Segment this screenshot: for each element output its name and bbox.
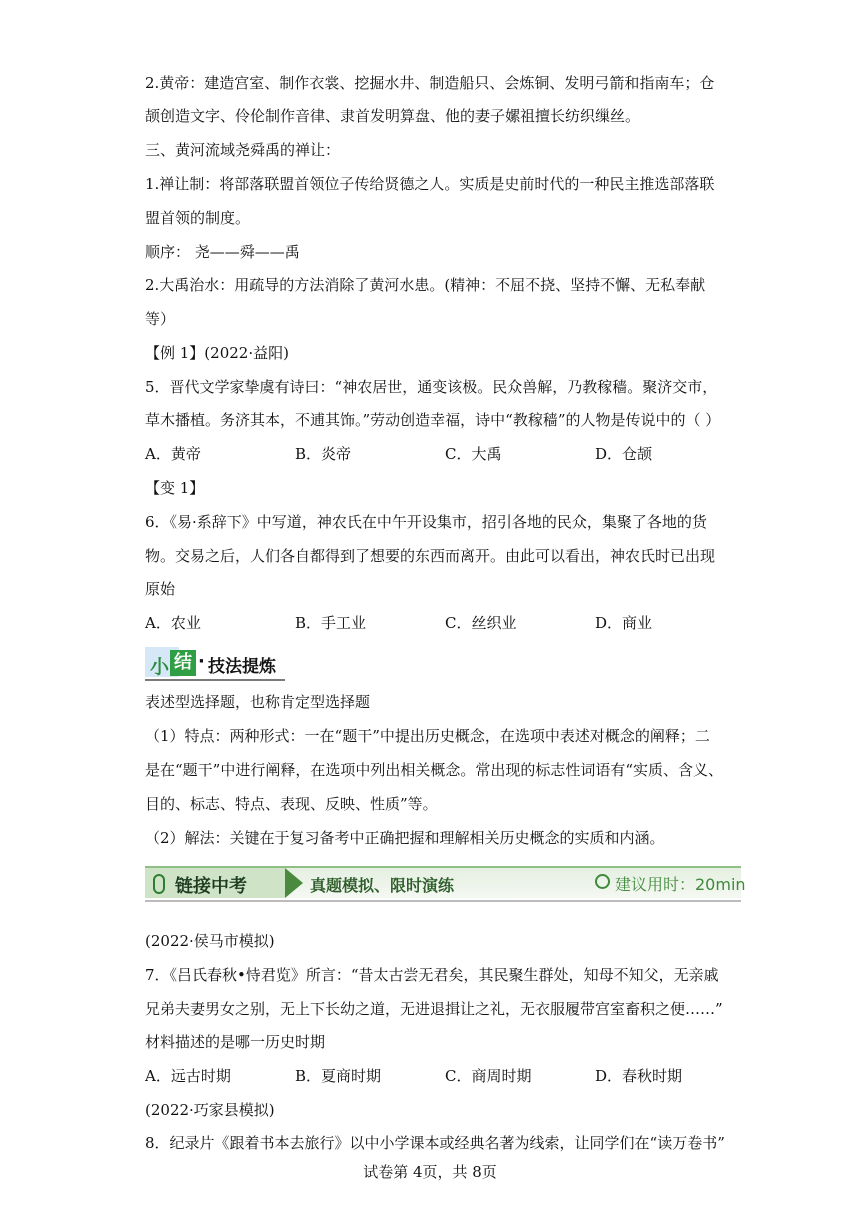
question-6-line: 6．《易·系辞下》中写道，神农氏在中午开设集市，招引各地的民众，集聚了各地的货 (145, 513, 707, 531)
source-label: (2022·侯马市模拟) (145, 932, 275, 950)
question-6-line: 原始 (145, 580, 176, 598)
option-a[interactable]: A．农业 (145, 614, 201, 632)
practice-banner (145, 866, 746, 906)
question-6-options (145, 613, 745, 633)
option-d[interactable]: D．商业 (595, 614, 653, 632)
variant-label: 【变 1】 (145, 479, 205, 497)
banner-bottom-rule (145, 900, 741, 902)
banner-right-text: 建议用时：20min (615, 875, 746, 894)
clock-icon (595, 874, 610, 889)
text-line: 2.大禹治水：用疏导的方法消除了黄河水患。(精神：不屈不挠、坚持不懈、无私奉献 (145, 276, 706, 294)
question-7-line: 7．《吕氏春秋•恃君览》所言：“昔太古尝无君矣，其民聚生群处，知母不知父，无亲戚 (145, 966, 719, 984)
option-d[interactable]: D．春秋时期 (595, 1067, 683, 1085)
badge-char-2: 结 (170, 650, 196, 676)
option-a[interactable]: A．黄帝 (145, 445, 201, 463)
question-5-line: 草木播植。务济其本，不逋其饰。”劳动创造幸福，诗中“教稼穑”的人物是传说中的（ ） (145, 411, 721, 429)
text-line: 颉创造文字、伶伦制作音律、隶首发明算盘、他的妻子嫘祖擅长纺织缫丝。 (145, 107, 641, 125)
question-7-line: 材料描述的是哪一历史时期 (145, 1033, 326, 1051)
paperclip-icon (153, 874, 165, 894)
summary-line: 表述型选择题，也称肯定型选择题 (145, 693, 371, 711)
option-a[interactable]: A．远古时期 (145, 1067, 231, 1085)
summary-badge (145, 647, 285, 681)
question-6-line: 物。交易之后，人们各自都得到了想要的东西而离开。由此可以看出，神农氏时已出现 (145, 547, 716, 565)
option-b[interactable]: B．手工业 (295, 614, 367, 632)
badge-title: 技法提炼 (208, 657, 276, 677)
question-7-options (145, 1066, 745, 1086)
text-line: 盟首领的制度。 (145, 209, 251, 227)
option-c[interactable]: C．商周时期 (445, 1067, 532, 1085)
text-line: 等） (145, 310, 176, 328)
section-heading: 三、黄河流域尧舜禹的禅让： (145, 141, 341, 159)
example-label: 【例 1】(2022·益阳) (145, 344, 289, 362)
option-b[interactable]: B．炎帝 (295, 445, 352, 463)
banner-middle-text: 真题模拟、限时演练 (310, 876, 455, 895)
badge-dot: · (198, 651, 205, 672)
question-5-options (145, 444, 745, 464)
banner-left-text: 链接中考 (175, 876, 247, 897)
badge-underline (145, 679, 285, 681)
option-c[interactable]: C．大禹 (445, 445, 502, 463)
question-7-line: 兄弟夫妻男女之别，无上下长幼之道，无进退揖让之礼，无衣服履带宫室畜积之便……” (145, 1000, 723, 1018)
text-line: 顺序： 尧——舜——禹 (145, 243, 300, 261)
question-8-line: 8．纪录片《跟着书本去旅行》以中小学课本或经典名著为线索，让同学们在“读万卷书” (145, 1134, 725, 1152)
source-label: (2022·巧家县模拟) (145, 1101, 275, 1119)
summary-line: （2）解法：关键在于复习备考中正确把握和理解相关历史概念的实质和内涵。 (145, 829, 665, 847)
text-line: 1.禅让制：将部落联盟首领位子传给贤德之人。实质是史前时代的一种民主推选部落联 (145, 175, 715, 193)
option-c[interactable]: C．丝织业 (445, 614, 517, 632)
summary-line: （1）特点：两种形式：一在“题干”中提出历史概念，在选项中表述对概念的阐释；二 (145, 727, 710, 745)
page-footer: 试卷第 4页，共 8页 (363, 1163, 497, 1181)
summary-line: 是在“题干”中进行阐释，在选项中列出相关概念。常出现的标志性词语有“实质、含义、 (145, 761, 724, 779)
question-5-line: 5．晋代文学家挚虞有诗曰：“神农居世，通变该极。民众兽解，乃教稼穑。聚济交市， (145, 378, 718, 396)
option-d[interactable]: D．仓颉 (595, 445, 653, 463)
text-line: 2.黄帝：建造宫室、制作衣裳、挖掘水井、制造船只、会炼铜、发明弓箭和指南车；仓 (145, 74, 715, 92)
banner-arrow-icon (285, 868, 303, 898)
option-b[interactable]: B．夏商时期 (295, 1067, 382, 1085)
summary-line: 目的、标志、特点、表现、反映、性质”等。 (145, 795, 438, 813)
badge-char-1: 小 (150, 656, 170, 678)
